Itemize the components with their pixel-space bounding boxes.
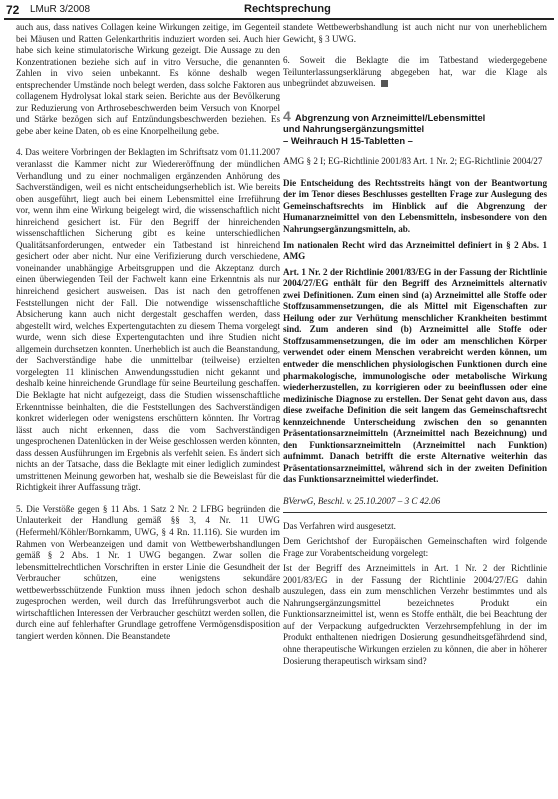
header-rule — [4, 18, 554, 20]
paragraph-6-text: 6. Soweit die Beklagte die im Tatbestand wiedergegebene Teilunterlassungserklärung abgegeben hat, war die Klage als unbegründet abzuweisen. — [283, 55, 547, 89]
section-number: 4 — [283, 107, 291, 124]
right-column — [283, 22, 547, 677]
headnote-2: Im nationalen Recht wird das Arzneimittel definiert in § 2 Abs. 1 AMG — [283, 239, 547, 262]
headnote-body: Art. 1 Nr. 2 der Richtlinie 2001/83/EG in der Fassung der Richtlinie 2004/27/EG enthält für den Begriff des Arzneimittels alternativ zwei Definitionen. Zum einen sind (a) Arzneimittel alle Stoffe oder Stoffzusammensetzungen, die als Mittel mit Eigenschaften zur Heilung oder zur Verhütung menschlicher Krankheiten bestimmt sind. Zum anderen sind (b) Arzneimittel alle Stoffe oder Stoffzusammensetzungen, die im oder am menschlichen Körper verwendet oder einem Menschen verabreicht werden können, um entweder die menschlichen physiologischen Funktionen durch eine pharmakologische, immunologische oder metabolische Wirkung wiederherzustellen, zu korrigieren oder zu beeinflussen oder eine medizinische Diagnose zu erstellen. Der Senat geht davon aus, dass diese zweifache Definition die seit langem das Gemeinschaftsrecht kennzeichnende Unterscheidung zwischen den so genannten Präsentationsarzneimitteln (Arzneimittel nach Bezeichnung) und den Funktionsarzneimitteln (Arzneimittel nach Funktion) aufnimmt. Danach betrifft die erste Alternative weiterhin das Präsentationsarzneimittel, während sich in der zweiten Definition das Funktionsarzneimittel wiederfindet. — [283, 266, 547, 485]
paragraph-continuation: standete Wettbewerbshandlung ist auch nicht nur von unerheblichem Gewicht, § 3 UWG. — [283, 22, 547, 44]
page-number: 72 — [6, 3, 20, 17]
running-header — [4, 0, 554, 20]
paragraph-intro: auch aus, dass natives Collagen keine Wirkungen zeitige, im Gegenteil bei Mäusen und Ratten Gelenkarthritis induziert worden sei. Auch hier habe sich keine stimulatorische Wirkung gezeigt. Die Aussage zu den Konzentrationen beziehe sich auf in vitro Versuche, die genannten Zahlen in vivo seien unbekannt. Es könne deshalb wegen entsprechender Umstände noch belegt werden, dass solche Faktoren aus collagenem Hydrolysat lokal stark seien. Berichte aus der Bevölkerung zur Reduzierung von Arthrosebeschwerden beim Versuch von Knorpel und Stärke bezögen sich auf Entzündungsbeschwerden beziehen. Es gebe aber keine Daten, ob es eine Knorpelheilung gebe. — [16, 22, 280, 136]
section-title-line-1: Abgrenzung von Arzneimittel/Lebensmittel — [295, 111, 486, 123]
section-heading — [283, 107, 547, 147]
citation-rule — [283, 512, 547, 513]
journal-name: LMuR 3/2008 — [30, 4, 91, 15]
section-title — [283, 107, 547, 147]
headnote-1: Die Entscheidung des Rechtsstreits hängt von der Beantwortung der im Tenor dieses Beschlusses gestellten Frage zur Auslegung des Gemeinschaftsrechts im Hinblick auf die Abgrenzung der Humanarzneimittel von den Lebensmitteln, insbesondere von den Nahrungsergänzungsmitteln, ab. — [283, 177, 547, 234]
end-of-article-icon — [381, 80, 388, 87]
paragraph-suspended: Das Verfahren wird ausgesetzt. — [283, 520, 396, 531]
paragraph-5: 5. Die Verstöße gegen § 11 Abs. 1 Satz 2 Nr. 2 LFBG begründen die Unlauterkeit der Handlung gemäß §§ 3, 4 Nr. 11 UWG (Hefermehl/Köhler/Bornkamm, UWG, § 4 Rn. 11.116). Sie wurden im Rahmen von Werbeanzeigen und damit von Wettbewerbshandlungen gemäß § 2 Abs. 1 Nr. 1 UWG begangen. Zwar sollen die lebensmittelrechtlichen Vorschriften in erster Linie die Gesundheit der Verbraucher schützen, eine wenigstens sekundäre wettbewerbsschützende Funktion muss ihnen jedoch schon deshalb zugesprochen werden, weil durch das Irreführungsverbot auch die wirtschaftlichen Interessen der Verbraucher geschützt werden sollen, die durch eine auf fehlerhafter Grundlage getroffene Vermögensdisposition tangiert werden können. Die Beanstandete — [16, 503, 280, 641]
left-column — [16, 22, 280, 652]
section-title-line-2: und Nahrungsergänzungsmittel — [283, 123, 425, 135]
paragraph-question: Ist der Begriff des Arzneimittels in Art. 1 Nr. 2 der Richtlinie 2001/83/EG in der Fassung der Richtlinie 2004/27/EG dahin auszulegen, dass ein zum menschlichen Verzehr bestimmtes und als Nahrungsergänzungsmittel bezeichnetes Produkt ein Funktionsarzneimittel ist, wenn es Stoffe enthält, die bei Beachtung der auf der Verpackung aufgedruckten Verzehrsempfehlung in der im Produkt enthaltenen niedrigen Dosierung gesundheitsgefährdend sind, ohne therapeutische Wirkungen erzielen zu können, die aber in höherer Dosierung therapeutisch wirksam sind? — [283, 563, 547, 666]
paragraph-referral: Dem Gerichtshof der Europäischen Gemeinschaften wird folgende Frage zur Vorabentscheidung vorgelegt: — [283, 536, 547, 558]
section-title-line-3: – Weihrauch H 15-Tabletten – — [283, 134, 413, 146]
norms-line: AMG § 2 I; EG-Richtlinie 2001/83 Art. 1 Nr. 2; EG-Richtlinie 2004/27 — [283, 156, 543, 167]
paragraph-6 — [283, 55, 547, 90]
court-citation: BVerwG, Beschl. v. 25.10.2007 – 3 C 42.06 — [283, 496, 441, 506]
paragraph-4: 4. Das weitere Vorbringen der Beklagten im Schriftsatz vom 01.11.2007 veranlasst die Kammer nicht zur Wiedereröffnung der mündlichen Verhandlung und zu einer nochmaligen ergänzenden Anhörung des Sachverständigen, weil es nicht entscheidungserheblich ist. Wie bereits oben ausgeführt, liegt auch bei einem Lebensmittel eine Irreführung vor, wenn ihm eine Wirkung beigelegt wird, die wissenschaftlich nicht hinreichend gesichert ist. Für den Begriff der hinreichenden wissenschaftlichen Sicherung gibt es keine unterschiedlichen Qualitätsanforderungen, entweder ein Tatbestand ist hinreichend gesichert oder aber nicht. Nur eine Verifizierung durch verschiedene, voneinander unabhängige Arbeitsgruppen und die Akzeptanz durch einen überwiegenden Teil der Fachwelt kann eine Erkenntnis als nur hinreichend gesichert ausweisen. Das ist nach den getroffenen Feststellungen nicht der Fall. Die notwendige wissenschaftliche Absicherung kann auch nicht dergestalt geschaffen werden, dass abgestellt wird, welches Expertengutachten zu diesem Thema vorgelegt wurde, wenn sich diese Expertengutachten und ihre Studien nicht allgemein durchsetzen konnten. Unerheblich ist auch die Beanstandung, der Sachverständige habe die unmittelbar (teilweise) erzielten vorgelegten 11 klinischen Anwendungsstudien nicht gekannt und deshalb keine hinreichende Grundlage für seine Beurteilung geschaffen. Die Beklagte hat nicht aufgezeigt, dass die Studien wissenschaftliche Erkenntnisse beinhalten, die die Feststellungen des Sachverständigen konkret widerlegen oder wenigstens erschüttern könnten. Ihr Vortrag lässt auch nicht erkennen, dass die vom Sachverständigen ungesprochenen Datenlücken in der Weise geschlossen werden könnten, dass dessen Ausführungen im Ergebnis als verfehlt seien. Es ändert sich nichts an der Tatsache, dass die Beklagte mit einer lediglich zumindest umstrittenen Meinung geworben hat, weshalb sie die Beweislast für die Richtigkeit ihrer Auffassung trägt. — [16, 147, 280, 493]
rubric-title: Rechtsprechung — [244, 3, 331, 15]
